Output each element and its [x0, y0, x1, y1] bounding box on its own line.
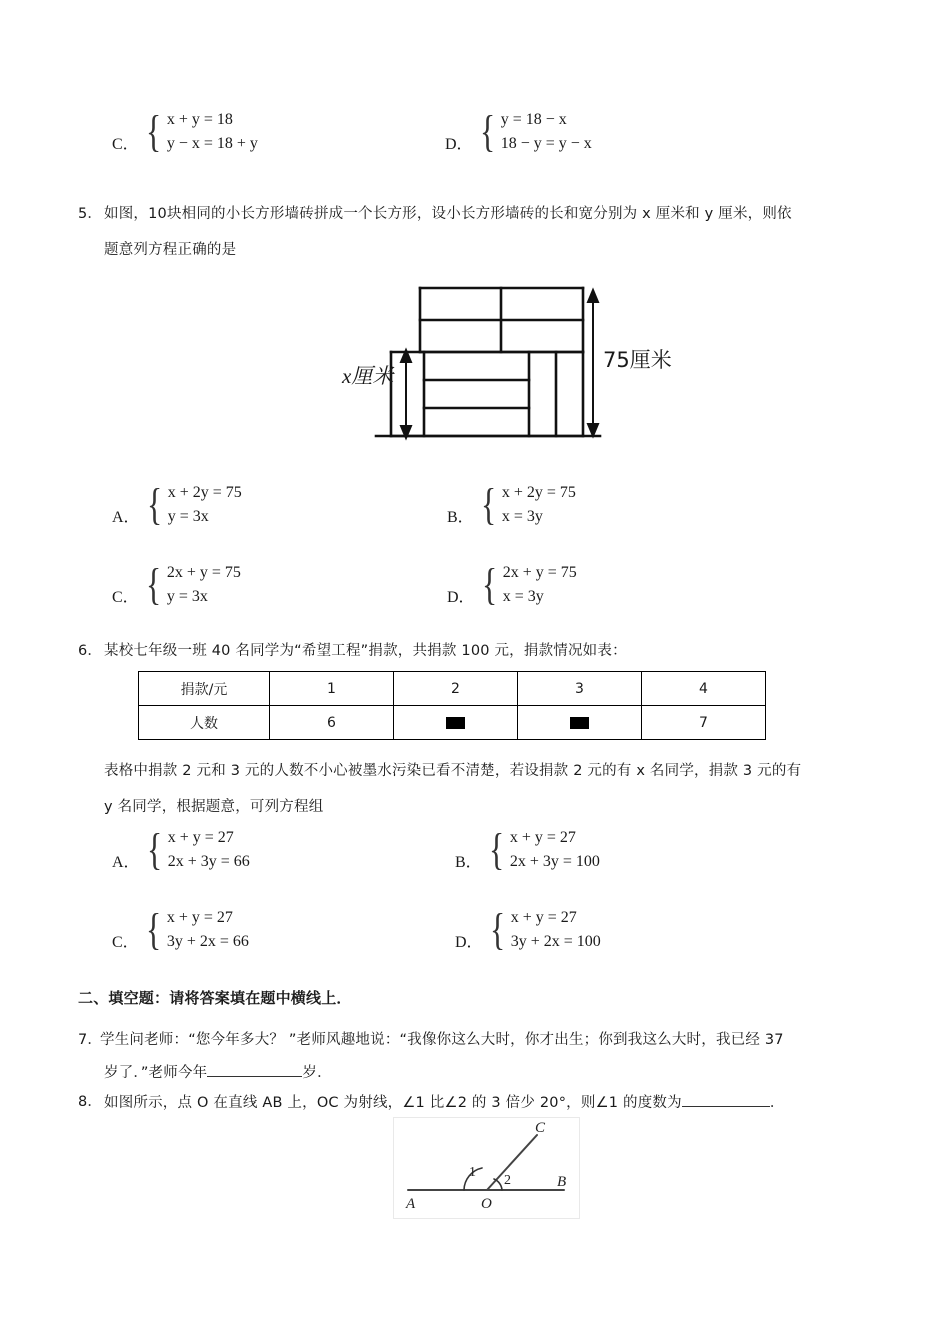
brace-icon: { [479, 107, 495, 156]
q6-option-b-label: B． [455, 854, 482, 871]
donation-table [138, 671, 766, 740]
q7-answer-blank[interactable] [207, 1062, 302, 1077]
q7-text-line1: 学生问老师：“您今年多大？ ”老师风趣地说：“我像你这么大时，你才出生；你到我这么大时，我已经 37 [100, 1032, 784, 1048]
q6-option-c-eq2: 3y + 2x = 66 [166, 933, 249, 950]
q8-answer-blank[interactable] [682, 1092, 770, 1107]
brace-icon: { [480, 480, 496, 529]
q4-option-c [112, 108, 258, 156]
q7-text-line2 [104, 1062, 332, 1083]
donation-cell-2: 2 [394, 672, 518, 706]
q4-option-d [445, 108, 592, 156]
q6-text-line2: 表格中捐款 2 元和 3 元的人数不小心被墨水污染已看不清楚，若设捐款 2 元的有 x 名同学，捐款 3 元的有 [104, 763, 802, 779]
brace-icon: { [145, 560, 161, 609]
brick-rectangle-diagram [338, 272, 688, 462]
q6-option-d-eq2: 3y + 2x = 100 [510, 933, 601, 950]
q8-number: 8． [78, 1094, 103, 1110]
brace-icon: { [146, 825, 162, 874]
section-2-heading: 二、填空题：请将答案填在题中横线上． [78, 989, 352, 1007]
q6-text-line1: 某校七年级一班 40 名同学为“希望工程”捐款，共捐款 100 元，捐款情况如表： [104, 643, 627, 659]
point-b-label: B [557, 1174, 567, 1190]
q5-option-d [447, 561, 577, 609]
point-a-label: A [406, 1196, 416, 1212]
brace-icon: { [481, 560, 497, 609]
people-cell-3-blot [518, 706, 642, 740]
brace-icon: { [145, 107, 161, 156]
q5-number: 5． [78, 206, 103, 222]
brick-right-dimension-label: 75厘米 [603, 348, 672, 372]
q5-option-a-label: A． [112, 509, 140, 526]
q5-option-c-eq1: 2x + y = 75 [166, 564, 241, 581]
brace-icon: { [488, 825, 504, 874]
people-cell-1: 6 [270, 706, 394, 740]
brick-left-dimension-label [342, 360, 393, 390]
brace-icon: { [146, 480, 162, 529]
q6-option-a-eq1: x + y = 27 [167, 829, 234, 846]
q5-option-b-label: B． [447, 509, 474, 526]
table-row-header-donation: 捐款/元 [139, 672, 270, 706]
q6-option-b [455, 826, 600, 874]
q4-option-c-label: C． [112, 136, 139, 153]
q6-option-b-eq2: 2x + 3y = 100 [509, 853, 600, 870]
angle-diagram-svg [394, 1118, 577, 1216]
q4-option-d-eq2: 18 − y = y − x [500, 135, 592, 152]
q5-option-b-eq1: x + 2y = 75 [501, 484, 576, 501]
q8-text-pre: 如图所示，点 O 在直线 AB 上，OC 为射线，∠1 比∠2 的 3 倍少 20°，则∠1 的度数为 [104, 1095, 682, 1111]
donation-cell-4: 4 [642, 672, 766, 706]
people-cell-2-blot [394, 706, 518, 740]
q7-number: 7． [78, 1032, 103, 1048]
q6-option-a-label: A． [112, 854, 140, 871]
q4-option-c-eq2: y − x = 18 + y [166, 135, 258, 152]
q4-option-c-eq1: x + y = 18 [166, 111, 233, 128]
table-row [139, 672, 766, 706]
table-row-header-people: 人数 [139, 706, 270, 740]
q4-option-d-system [477, 108, 592, 156]
q6-option-b-eq1: x + y = 27 [509, 829, 576, 846]
q5-text-line1: 如图，10块相同的小长方形墙砖拼成一个长方形，设小长方形墙砖的长和宽分别为 x 厘米和 y 厘米，则依 [104, 206, 792, 222]
q5-option-c-label: C． [112, 589, 139, 606]
q5-option-c-eq2: y = 3x [166, 588, 208, 605]
brick-left-dimension-text: x厘米 [342, 364, 394, 388]
q6-option-d [455, 906, 601, 954]
q6-number: 6． [78, 643, 103, 659]
q4-option-d-label: D． [445, 136, 473, 153]
point-o-label: O [481, 1196, 492, 1212]
q6-text-line3: y 名同学，根据题意，可列方程组 [104, 799, 324, 815]
q4-option-c-system [143, 108, 258, 156]
table-row [139, 706, 766, 740]
q5-option-b-eq2: x = 3y [501, 508, 543, 525]
q5-option-d-label: D． [447, 589, 475, 606]
q8-text [104, 1092, 785, 1113]
q7-text-line2-pre: 岁了．”老师今年 [104, 1065, 208, 1081]
ink-blot-icon [446, 717, 465, 729]
q6-option-c [112, 906, 249, 954]
q5-option-b [447, 481, 576, 529]
q5-option-c [112, 561, 241, 609]
q6-option-c-label: C． [112, 934, 139, 951]
point-c-label: C [535, 1120, 546, 1136]
donation-cell-1: 1 [270, 672, 394, 706]
q5-option-a [112, 481, 242, 529]
q8-text-post: ． [769, 1095, 785, 1111]
q6-option-d-eq1: x + y = 27 [510, 909, 577, 926]
donation-cell-3: 3 [518, 672, 642, 706]
q5-option-a-eq1: x + 2y = 75 [167, 484, 242, 501]
brace-icon: { [145, 905, 161, 954]
q5-text-line2: 题意列方程正确的是 [104, 242, 237, 258]
q5-option-d-eq1: 2x + y = 75 [502, 564, 577, 581]
ink-blot-icon [570, 717, 589, 729]
angle-1-label: 1 [469, 1165, 476, 1180]
q5-option-d-eq2: x = 3y [502, 588, 544, 605]
q7-text-line2-post: 岁． [302, 1065, 332, 1081]
angle-on-line-diagram [393, 1117, 580, 1219]
q6-option-a-eq2: 2x + 3y = 66 [167, 853, 250, 870]
q6-option-d-label: D． [455, 934, 483, 951]
q4-option-d-eq1: y = 18 − x [500, 111, 567, 128]
people-cell-4: 7 [642, 706, 766, 740]
brace-icon: { [489, 905, 505, 954]
angle-2-label: 2 [504, 1173, 511, 1188]
q5-option-a-eq2: y = 3x [167, 508, 209, 525]
q6-option-a [112, 826, 250, 874]
q6-option-c-eq1: x + y = 27 [166, 909, 233, 926]
